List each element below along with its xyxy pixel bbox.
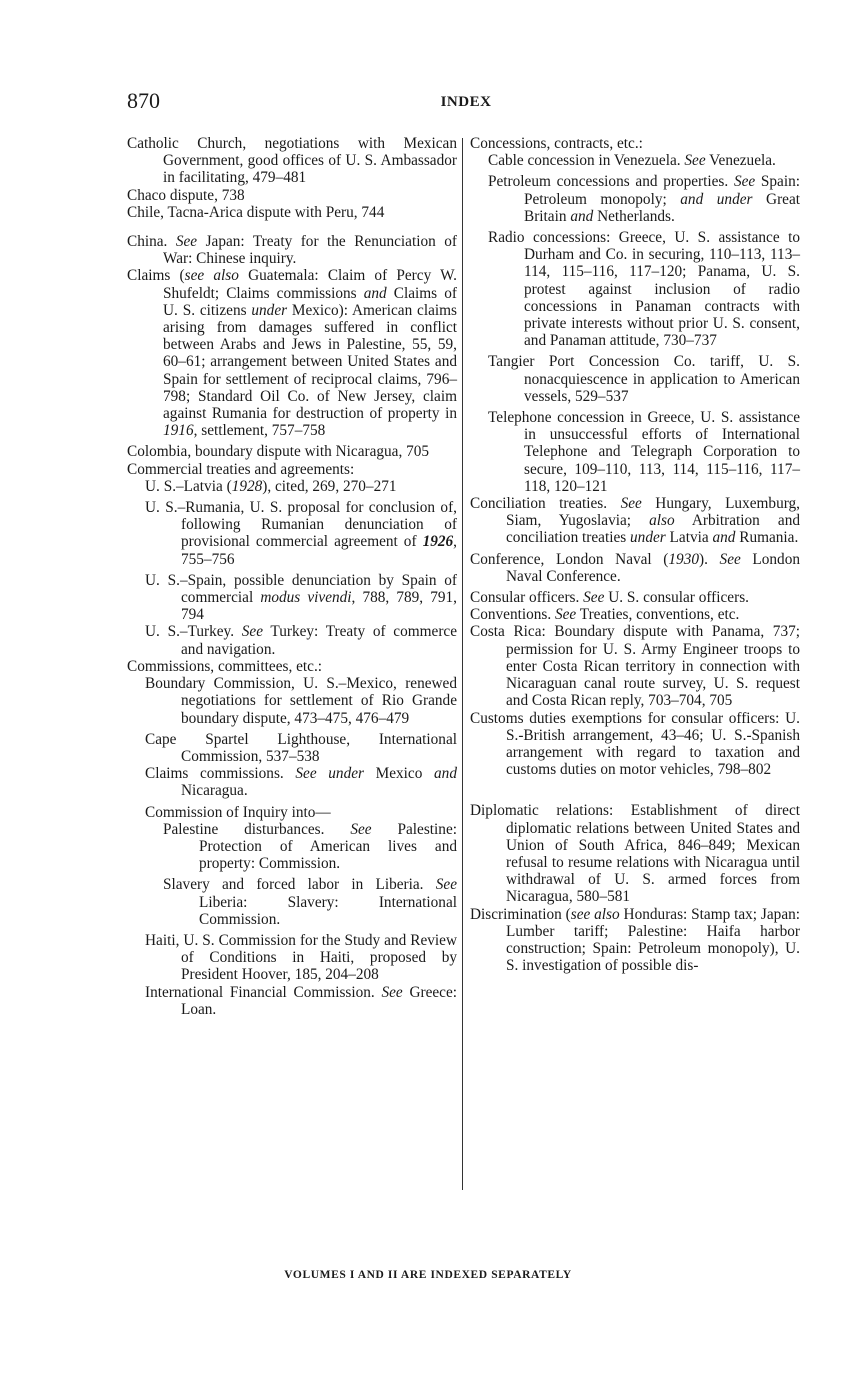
entry-text: Catholic Church, negotiations with Mexican Government, good offices of U. S. Ambassador in facilitating, 479–481 [127, 135, 457, 187]
index-entry [470, 710, 800, 779]
index-subentry [470, 353, 800, 405]
entry-text: See [175, 233, 198, 251]
index-subentry [127, 623, 457, 657]
entry-text: Liberia: Slavery: International Commission. [199, 893, 457, 928]
entry-text: Palestine: Protection of American lives and property: Commission. [199, 820, 457, 873]
index-entry [470, 623, 800, 709]
entry-text: U. S.–Latvia ( [145, 477, 232, 495]
index-subentry [127, 821, 457, 873]
entry-text: U. S.–Rumania, U. S. proposal for conclusion of, following Rumanian denunciation of provisional commercial agreement of [145, 499, 457, 551]
entry-text: under [251, 301, 288, 319]
entry-text: Honduras: Stamp tax; Japan: Lumber tariff; Palestine: Haifa harbor construction; Spain: Petroleum monopoly), U. S. investigation of possible dis- [506, 905, 801, 975]
entry-text: Chile, Tacna-Arica dispute with Peru, 744 [127, 203, 385, 221]
entry-text: See [241, 623, 263, 641]
entry-text: Costa Rica: Boundary dispute with Panama, 737; permission for U. S. Army Engineer troops to enter Costa Rican territory in connection with Nicaraguan canal route survey, U. S. request and Costa Rican reply, 703–704, 705 [470, 623, 800, 710]
entry-text: Turkey: Treaty of commerce and navigation. [181, 623, 457, 658]
entry-text: , 788, 789, 791, 794 [181, 589, 458, 624]
entry-text: See [684, 152, 706, 170]
entry-text: Cape Spartel Lighthouse, International Commission, 537–538 [145, 730, 457, 765]
entry-text: Conference, London Naval ( [470, 550, 669, 568]
entry-text: Japan: Treaty for the Renunciation of War: Chinese inquiry. [163, 233, 457, 268]
entry-text: Greece: Loan. [181, 983, 457, 1018]
index-entry [470, 589, 800, 606]
index-entry [127, 461, 457, 478]
entry-text: Claims ( [127, 267, 185, 285]
entry-text: Consular officers. [470, 589, 584, 607]
entry-text: See [381, 983, 403, 1001]
entry-text: Commission of Inquiry into— [145, 803, 331, 821]
entry-text: Conventions. [470, 606, 555, 624]
page-number: 870 [127, 88, 160, 113]
entry-text: U. S. consular officers. [604, 589, 749, 607]
entry-text: Diplomatic relations: Establishment of direct diplomatic relations between United States and Union of South Africa, 846–849; Mexican refusal to resume relations with Nicaragua until withdrawal of U. S. armed forces from Nicaragua, 580–581 [470, 802, 800, 906]
index-subentry [127, 932, 457, 984]
index-entry [127, 658, 457, 675]
index-subentry [127, 876, 457, 928]
entry-text: Concessions, contracts, etc.: [470, 135, 643, 152]
entry-text: Conciliation treaties. [470, 495, 621, 513]
entry-text: Cable concession in Venezuela. [488, 152, 685, 170]
entry-text: , settlement, 757–758 [193, 422, 326, 440]
column-divider [462, 138, 463, 1190]
entry-text: see also [570, 905, 620, 923]
entry-text: 1926 [422, 533, 454, 551]
entry-text: Telephone concession in Greece, U. S. assistance in unsuccessful efforts of International Telephone and Telegraph Corporation to secure, 109–110, 113, 114, 115–116, 117–118, 120–121 [488, 409, 800, 495]
entry-text: Great Britain [524, 190, 800, 225]
left-index-column [127, 135, 457, 1018]
entry-text: See [583, 589, 605, 607]
entry-text: Arbitration and conciliation treaties [506, 512, 800, 547]
entry-text: See [554, 606, 577, 624]
entry-text: Tangier Port Concession Co. tariff, U. S. nonacquiescence in application to American vessels, 529–537 [488, 353, 800, 405]
index-entry [127, 443, 457, 460]
entry-text: ). [699, 550, 720, 568]
entry-text: see also [184, 267, 239, 285]
entry-text: Rumania. [735, 529, 799, 547]
index-entry [127, 187, 457, 204]
entry-text: See [350, 820, 372, 838]
index-subentry [127, 731, 457, 765]
entry-text: Colombia, boundary dispute with Nicaragua, 705 [127, 443, 430, 461]
entry-text: under [630, 529, 666, 547]
entry-text: Hungary, Luxemburg, Siam, Yugoslavia; [506, 495, 801, 530]
entry-text: Palestine disturbances. [163, 820, 351, 838]
entry-text: 1916 [163, 422, 194, 440]
entry-text: and [570, 207, 594, 225]
right-index-column [470, 135, 800, 974]
running-title: INDEX [440, 94, 492, 110]
page-footer: VOLUMES I AND II ARE INDEXED SEPARATELY [284, 1269, 572, 1281]
index-subentry [470, 409, 800, 495]
entry-text: Commercial treaties and agreements: [127, 460, 355, 478]
entry-text: International Financial Commission. [145, 983, 382, 1001]
index-subentry [127, 478, 457, 495]
index-entry [470, 606, 800, 623]
index-subentry [470, 152, 800, 169]
entry-text: See [733, 173, 756, 191]
entry-text: Treaties, conventions, etc. [576, 606, 740, 624]
index-subentry [127, 499, 457, 568]
entry-text: Customs duties exemptions for consular officers: U. S.-British arrangement, 43–46; U. S.-Spanish arrangement with regard to taxation and customs duties on motor vehicles, 798–802 [470, 709, 800, 779]
entry-text: See [719, 550, 741, 568]
index-subentry [127, 984, 457, 1018]
page-header [127, 88, 805, 118]
index-subentry [127, 804, 457, 821]
entry-text: Slavery and forced labor in Liberia. [163, 876, 436, 894]
index-entry [470, 551, 800, 585]
entry-text: , 755–756 [181, 533, 457, 568]
entry-text: Petroleum concessions and properties. [488, 173, 734, 191]
index-subentry [470, 173, 800, 225]
index-entry [470, 135, 800, 152]
entry-text: 1928 [231, 477, 263, 495]
entry-text: modus vivendi [260, 589, 352, 607]
entry-text: U. S.–Spain, possible denunciation by Spain of commercial [145, 571, 457, 607]
index-entry [470, 802, 800, 905]
entry-text: Boundary Commission, U. S.–Mexico, renewed negotiations for settlement of Rio Grande boundary dispute, 473–475, 476–479 [145, 675, 457, 727]
entry-text: and [434, 765, 457, 783]
index-entry [127, 233, 457, 267]
entry-text: Radio concessions: Greece, U. S. assistance to Durham and Co. in securing, 110–113, 113–114, 115–116, 117–120; Panama, U. S. protest against inclusion of radio concessions in Panaman contracts with private interests without prior U. S. consent, and Panaman attitude, 730–737 [488, 229, 800, 350]
entry-text: Spain: Petroleum monopoly; [524, 173, 800, 208]
entry-text: Latvia [665, 529, 713, 547]
entry-text: Commissions, committees, etc.: [127, 657, 323, 675]
entry-text: and under [680, 190, 753, 208]
entry-text: See under [295, 765, 364, 783]
entry-text: Discrimination ( [470, 905, 571, 923]
index-entry [127, 135, 457, 187]
entry-text: and [712, 529, 736, 547]
entry-text: and [363, 284, 387, 302]
entry-text: also [649, 512, 675, 530]
entry-text: 1930 [668, 550, 699, 568]
entry-text: See [435, 876, 457, 894]
entry-text: Mexico [363, 765, 435, 783]
entry-text: See [620, 495, 642, 513]
index-entry [127, 267, 457, 439]
entry-text: London Naval Conference. [506, 550, 800, 585]
index-subentry [127, 675, 457, 727]
entry-text: Claims commissions. [145, 765, 296, 783]
index-subentry [127, 572, 457, 624]
index-entry [470, 495, 800, 547]
entry-text: Guatemala: Claim of Percy W. Shufeldt; Claims commissions [163, 267, 458, 302]
entry-text: Mexico): American claims arising from damages suffered in conflict between Arabs and Jews in Palestine, 55, 59, 60–61; arrangement between United States and Spain for settlement of reciprocal claims, 796–798; Standard Oil Co. of New Jersey, claim against Rumania for destruction of property in [163, 301, 457, 423]
entry-text: Nicaragua. [181, 782, 248, 800]
entry-text: China. [127, 233, 176, 251]
entry-text: Netherlands. [593, 207, 675, 225]
entry-text: ), cited, 269, 270–271 [262, 477, 397, 495]
entry-text: U. S.–Turkey. [145, 623, 242, 641]
index-subentry [470, 229, 800, 349]
entry-text: Venezuela. [705, 152, 776, 170]
index-subentry [127, 765, 457, 799]
entry-text: Chaco dispute, 738 [127, 186, 245, 204]
entry-text: Haiti, U. S. Commission for the Study and Review of Conditions in Haiti, proposed by President Hoover, 185, 204–208 [145, 931, 457, 984]
entry-text: Claims of U. S. citizens [163, 284, 457, 319]
index-entry [470, 906, 800, 975]
index-entry [127, 204, 457, 221]
